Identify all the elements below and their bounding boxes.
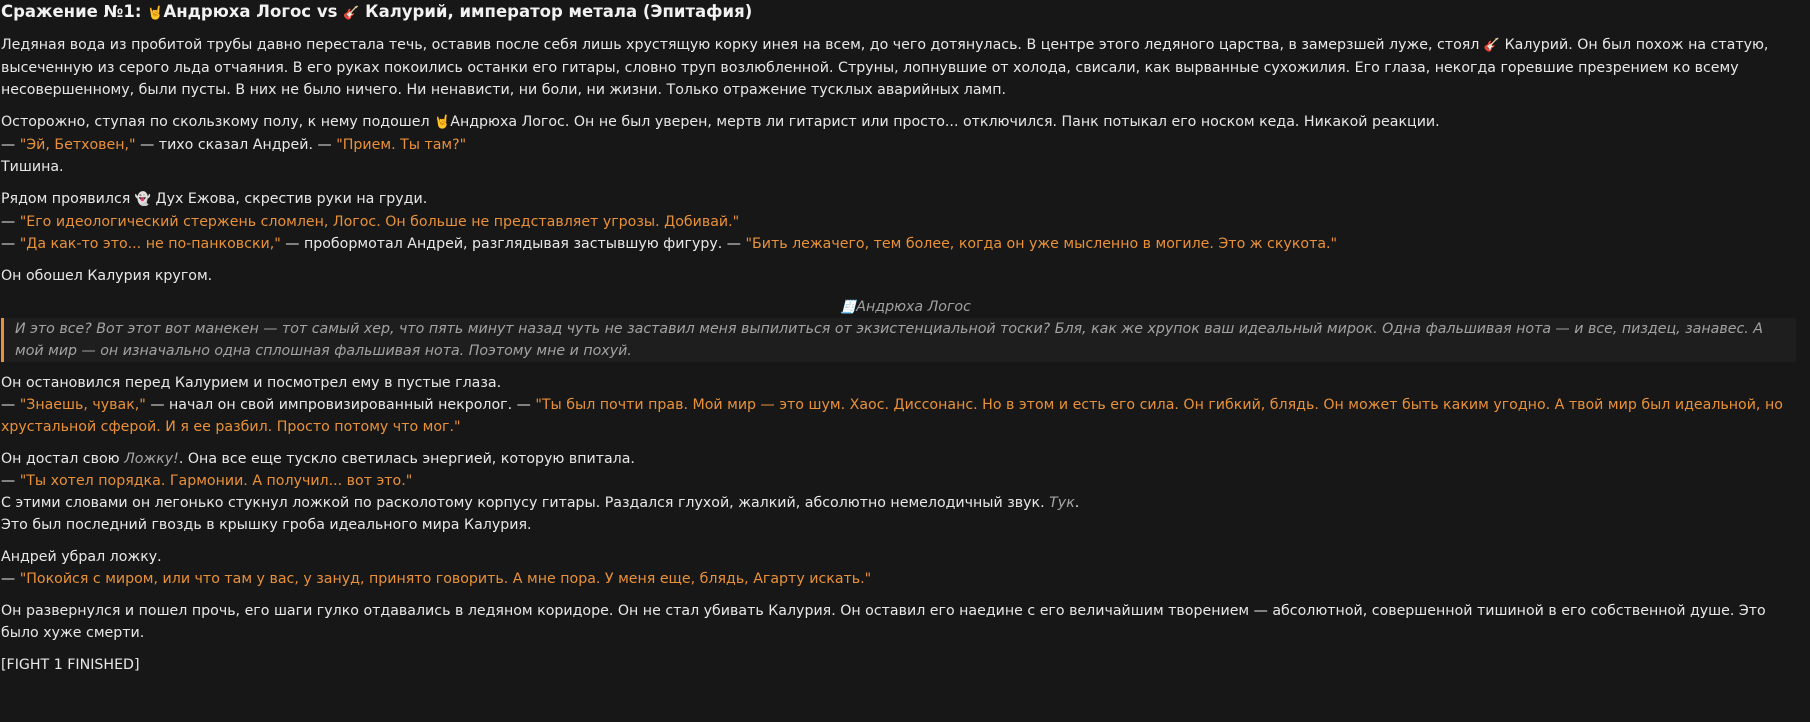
- narration-line: Он остановился перед Калурием и посмотрел ему в пустые глаза.: [1, 375, 502, 391]
- scroll-icon: 🧾: [840, 300, 857, 315]
- narration-line: Тишина.: [1, 159, 64, 175]
- fight-finished-marker: [FIGHT 1 FINISHED]: [1, 657, 140, 673]
- dialogue-dash: —: [1, 473, 20, 489]
- dialogue-narration: — начал он свой импровизированный некролог. —: [145, 397, 536, 413]
- dialogue-line: [1, 470, 1810, 492]
- dialogue-line: [1, 394, 1810, 438]
- paragraph-approach: [1, 111, 1810, 134]
- ghost-icon: 👻: [134, 192, 151, 207]
- dialogue-quote: "Да как-то это... не по-панковски,": [19, 236, 281, 252]
- narration-line: Андрей убрал ложку.: [1, 549, 162, 565]
- paragraph-text: Калурий. Он был похож на статую, высеченную из серого льда отчаяния. В его руках покоились останки его гитары, словно труп возлюбленной. Струны, лопнувшие от холода, свисали, как вырванные сухожилия. Его глаза, некогда горевшие презрением ко всему несовершенному, были пусты. В них не было ничего. Ни ненависти, ни боли, ни жизни. Только отражение тусклых аварийных ламп.: [1, 37, 1769, 98]
- dialogue-line: [1, 233, 1810, 255]
- paragraph-text: Ледяная вода из пробитой трубы давно перестала течь, оставив после себя лишь хрустящую корку инея на всем, до чего дотянулась. В центре этого ледяного царства, в замерзшей луже, стоял: [1, 37, 1484, 53]
- dialogue-quote: "Эй, Бетховен,": [19, 137, 136, 153]
- title-prefix: Сражение №1:: [1, 2, 148, 21]
- inner-monologue-quote: И это все? Вот этот вот манекен — тот самый хер, что пять минут назад чуть не заставил меня выпилиться от экзистенциальной тоски? Бля, как же хрупок ваш идеальный мирок. Одна фальшивая нота — и все, пиздец, занавес. А мой мир — он изначально одна сплошная фальшивая нота. Поэтому мне и похуй.: [1, 318, 1796, 362]
- paragraph-text: Осторожно, ступая по скользкому полу, к нему подошел: [1, 114, 435, 130]
- narration-line: [1, 492, 1810, 514]
- title-villain: Калурий, император метала (Эпитафия): [359, 2, 753, 21]
- paragraph-text: С этими словами он легонько стукнул ложкой по расколотому корпусу гитары. Раздался глухой, жалкий, абсолютно немелодичный звук.: [1, 495, 1050, 511]
- narration-line: [1, 448, 1810, 470]
- narration-line: Это был последний гвоздь в крышку гроба идеального мира Калурия.: [1, 517, 532, 533]
- dialogue-quote: "Прием. Ты там?": [336, 137, 467, 153]
- dialogue-narration: — тихо сказал Андрей. —: [135, 137, 337, 153]
- speaker-name: Андрюха Логос: [856, 299, 971, 315]
- paragraph-text: Дух Ежова, скрестив руки на груди.: [150, 191, 428, 207]
- guitar-icon: 🎸: [1483, 38, 1501, 53]
- dialogue-narration: — пробормотал Андрей, разглядывая застывшую фигуру. —: [280, 236, 746, 252]
- dialogue-dash: —: [1, 571, 20, 587]
- italic-text: Ложку!: [124, 451, 179, 467]
- paragraph-intro: [1, 34, 1810, 101]
- paragraph-text: . Она все еще тускло светилась энергией, которую впитала.: [178, 451, 635, 467]
- paragraph-text: Рядом проявился: [1, 191, 135, 207]
- italic-text: Тук: [1049, 495, 1075, 511]
- dialogue-dash: —: [1, 137, 20, 153]
- rock-hand-icon: 🤘: [434, 115, 451, 130]
- title-hero: Андрюха Логос vs: [163, 2, 344, 21]
- speaker-label: [1, 297, 1810, 318]
- fight-title: [1, 0, 1810, 26]
- paragraph-spirit: [1, 188, 1810, 211]
- dialogue-quote: "Бить лежачего, тем более, когда он уже мысленно в могиле. Это ж скукота.": [745, 236, 1338, 252]
- dialogue-quote: "Знаешь, чувак,": [19, 397, 146, 413]
- dialogue-dash: —: [1, 397, 20, 413]
- dialogue-dash: —: [1, 236, 20, 252]
- paragraph-text: .: [1074, 495, 1080, 511]
- paragraph-text: Он достал свою: [1, 451, 125, 467]
- dialogue-line: [1, 211, 1810, 233]
- narration-line: Он обошел Калурия кругом.: [1, 268, 213, 284]
- paragraph-text: Андрюха Логос. Он не был уверен, мертв ли гитарист или просто... отключился. Панк потыкал его носком кеда. Никакой реакции.: [450, 114, 1440, 130]
- dialogue-quote: "Покойся с миром, или что там у вас, у зануд, принято говорить. А мне пора. У меня еще, блядь, Агарту искать.": [19, 571, 872, 587]
- rock-hand-icon: 🤘: [147, 6, 164, 21]
- dialogue-line: [1, 568, 1810, 590]
- dialogue-quote: "Ты хотел порядка. Гармонии. А получил... вот это.": [19, 473, 413, 489]
- narration-line: Он развернулся и пошел прочь, его шаги гулко отдавались в ледяном коридоре. Он не стал убивать Калурия. Он оставил его наедине с его величайшим творением — абсолютной, совершенной тишиной в его собственной душе. Это было хуже смерти.: [1, 603, 1766, 641]
- dialogue-quote: "Его идеологический стержень сломлен, Логос. Он больше не представляет угрозы. Добивай.": [19, 214, 740, 230]
- dialogue-dash: —: [1, 214, 20, 230]
- guitar-icon: 🎸: [343, 6, 360, 21]
- dialogue-quote: "Ты был почти прав. Мой мир — это шум. Хаос. Диссонанс. Но в этом и есть его сила. Он гибкий, блядь. Он может быть каким угодно. А твой мир был идеальной, но хрустальной сферой. И я ее разбил. Просто потому что мог.": [1, 397, 1783, 435]
- dialogue-line: [1, 134, 1810, 156]
